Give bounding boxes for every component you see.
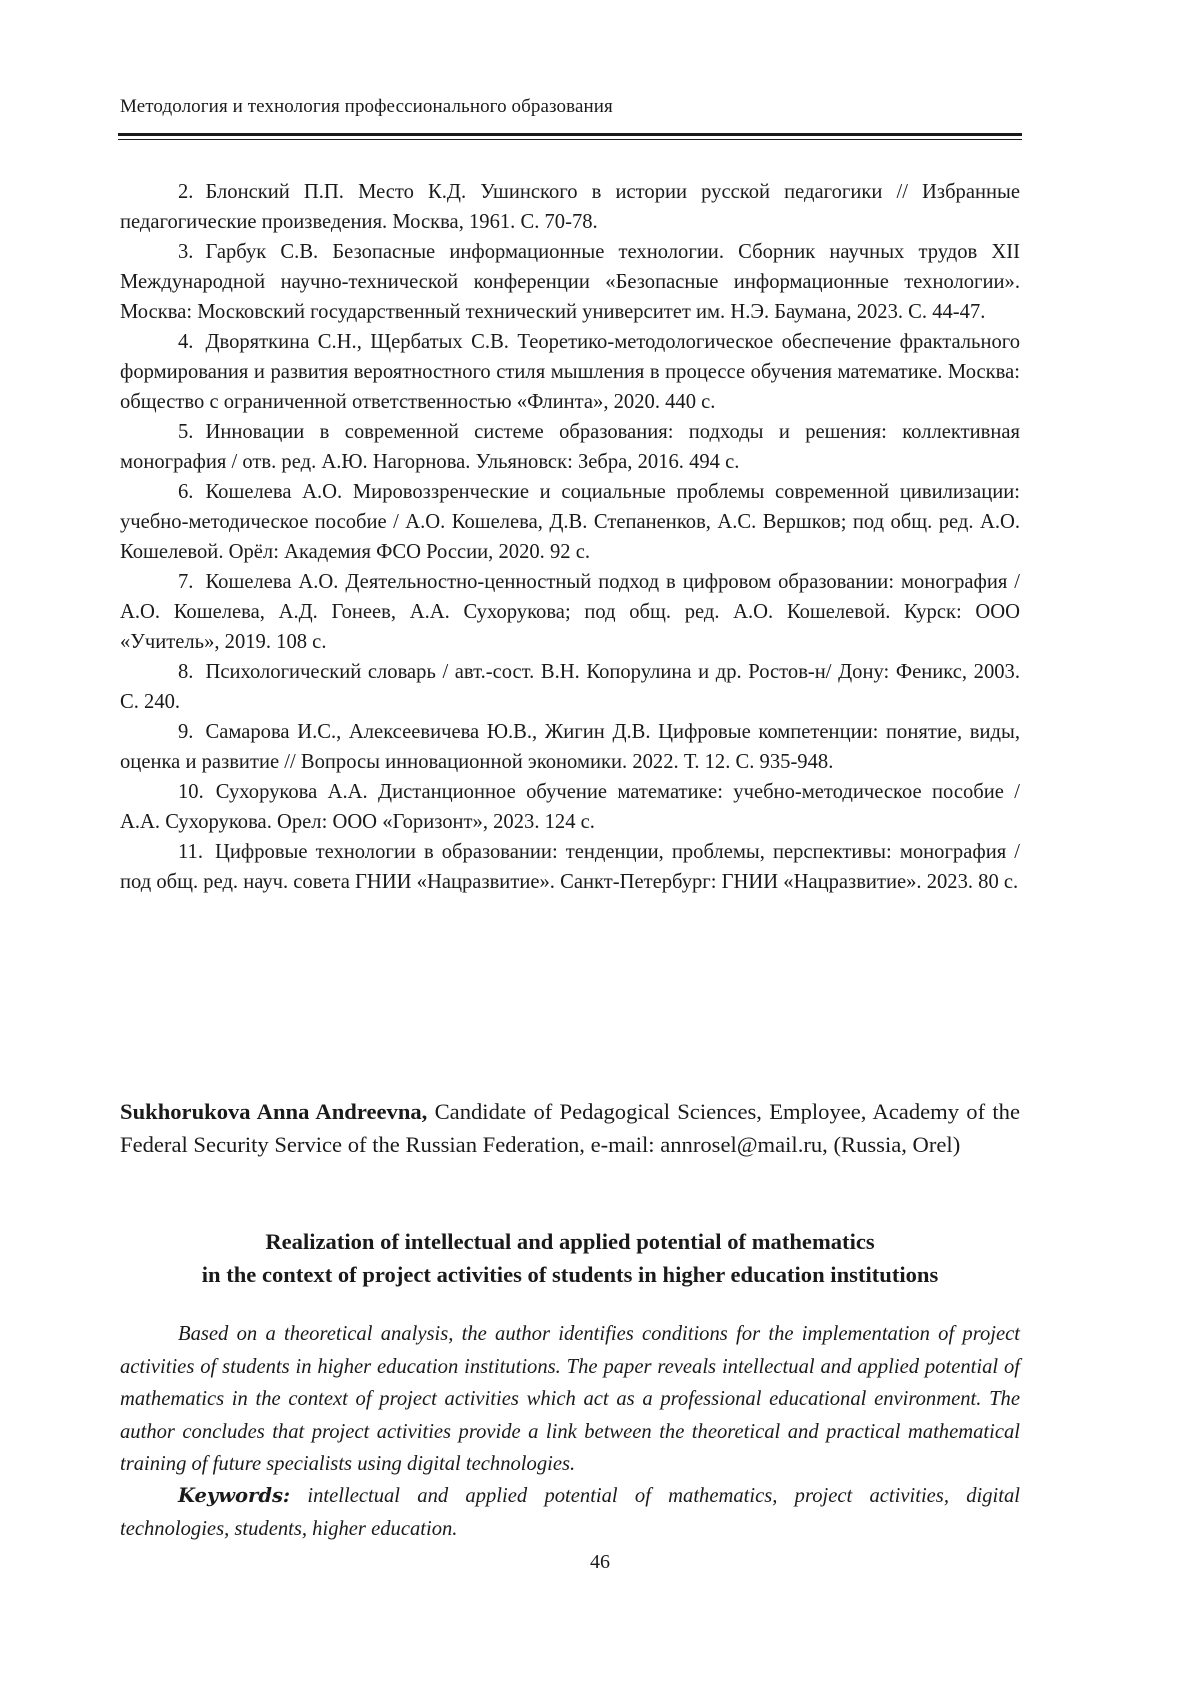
header-rule-thin bbox=[118, 139, 1022, 140]
keywords-text: intellectual and applied potential of mathematics, project activities, digital technologies, students, higher education. bbox=[120, 1485, 1020, 1540]
reference-number: 4. bbox=[178, 331, 194, 353]
reference-item bbox=[120, 657, 1020, 717]
reference-number: 6. bbox=[178, 481, 194, 503]
reference-list bbox=[120, 177, 1020, 897]
reference-item bbox=[120, 237, 1020, 327]
author-affiliation: Candidate of Pedagogical Sciences, Employee, Academy of the Federal Security Service of the Russian Federation, e-mail: annrosel@mail.ru, (Russia, Orel) bbox=[120, 1099, 1020, 1157]
reference-item bbox=[120, 327, 1020, 417]
reference-item bbox=[120, 777, 1020, 837]
reference-item bbox=[120, 837, 1020, 897]
reference-item bbox=[120, 477, 1020, 567]
header-rule-thick bbox=[118, 133, 1022, 136]
reference-item bbox=[120, 177, 1020, 237]
reference-item bbox=[120, 717, 1020, 777]
reference-text: Дворяткина С.Н., Щербатых С.В. Теоретико-методологическое обеспечение фрактального формирования и развития вероятностного стиля мышления в процессе обучения математике. Москва: общество с ограниченной ответственностью «Флинта», 2020. 440 с. bbox=[120, 331, 1020, 413]
reference-text: Гарбук С.В. Безопасные информационные технологии. Сборник научных трудов XII Международной научно-технической конференции «Безопасные информационные технологии». Москва: Московский государственный технический университет им. Н.Э. Баумана, 2023. С. 44-47. bbox=[120, 241, 1020, 323]
keywords-label: Keywords: bbox=[178, 1484, 291, 1507]
author-name: Sukhorukova Anna Andreevna, bbox=[120, 1099, 428, 1124]
author-info bbox=[120, 1095, 1020, 1161]
reference-text: Цифровые технологии в образовании: тенденции, проблемы, перспективы: монография / под общ. ред. науч. совета ГНИИ «Нацразвитие». Санкт-Петербург: ГНИИ «Нацразвитие». 2023. 80 с. bbox=[120, 841, 1020, 893]
article-title-line-2: in the context of project activities of students in higher education institutions bbox=[201, 1262, 939, 1287]
reference-text: Психологический словарь / авт.-сост. В.Н. Копорулина и др. Ростов-н/ Дону: Феникс, 2003. С. 240. bbox=[120, 661, 1020, 713]
reference-number: 7. bbox=[178, 571, 194, 593]
abstract: Based on a theoretical analysis, the author identifies conditions for the implementation of project activities of students in higher education institutions. The paper reveals intellectual and applied potential of mathematics in the context of project activities which act as a professional educational environment. The author concludes that project activities provide a link between the theoretical and practical mathematical training of future specialists using digital technologies. bbox=[120, 1323, 1020, 1475]
reference-number: 5. bbox=[178, 421, 194, 443]
reference-number: 9. bbox=[178, 721, 194, 743]
reference-text: Кошелева А.О. Мировоззренческие и социальные проблемы современной цивилизации: учебно-методическое пособие / А.О. Кошелева, Д.В. Степаненков, А.С. Вершков; под общ. ред. А.О. Кошелевой. Орёл: Академия ФСО России, 2020. 92 с. bbox=[120, 481, 1020, 563]
reference-number: 2. bbox=[178, 181, 194, 203]
reference-number: 10. bbox=[178, 781, 204, 803]
reference-text: Сухорукова А.А. Дистанционное обучение математике: учебно-методическое пособие / А.А. Сухорукова. Орел: ООО «Горизонт», 2023. 124 с. bbox=[120, 781, 1020, 833]
article-title-line-1: Realization of intellectual and applied potential of mathematics bbox=[265, 1229, 875, 1254]
reference-number: 11. bbox=[178, 841, 203, 863]
reference-number: 8. bbox=[178, 661, 194, 683]
reference-text: Самарова И.С., Алексеевичева Ю.В., Жигин Д.В. Цифровые компетенции: понятие, виды, оценка и развитие // Вопросы инновационной экономики. 2022. Т. 12. С. 935-948. bbox=[120, 721, 1020, 773]
article-title bbox=[120, 1225, 1020, 1291]
reference-text: Кошелева А.О. Деятельностно-ценностный подход в цифровом образовании: монография / А.О. Кошелева, А.Д. Гонеев, А.А. Сухорукова; под общ. ред. А.О. Кошелевой. Курск: ООО «Учитель», 2019. 108 с. bbox=[120, 571, 1020, 653]
keywords bbox=[120, 1480, 1020, 1545]
reference-number: 3. bbox=[178, 241, 194, 263]
reference-text: Инновации в современной системе образования: подходы и решения: коллективная монография / отв. ред. А.Ю. Нагорнова. Ульяновск: Зебра, 2016. 494 с. bbox=[120, 421, 1020, 473]
reference-text: Блонский П.П. Место К.Д. Ушинского в истории русской педагогики // Избранные педагогические произведения. Москва, 1961. С. 70-78. bbox=[120, 181, 1020, 233]
page-number: 46 bbox=[590, 1551, 610, 1573]
reference-item bbox=[120, 417, 1020, 477]
reference-item bbox=[120, 567, 1020, 657]
running-header: Методология и технология профессионального образования bbox=[120, 96, 613, 117]
